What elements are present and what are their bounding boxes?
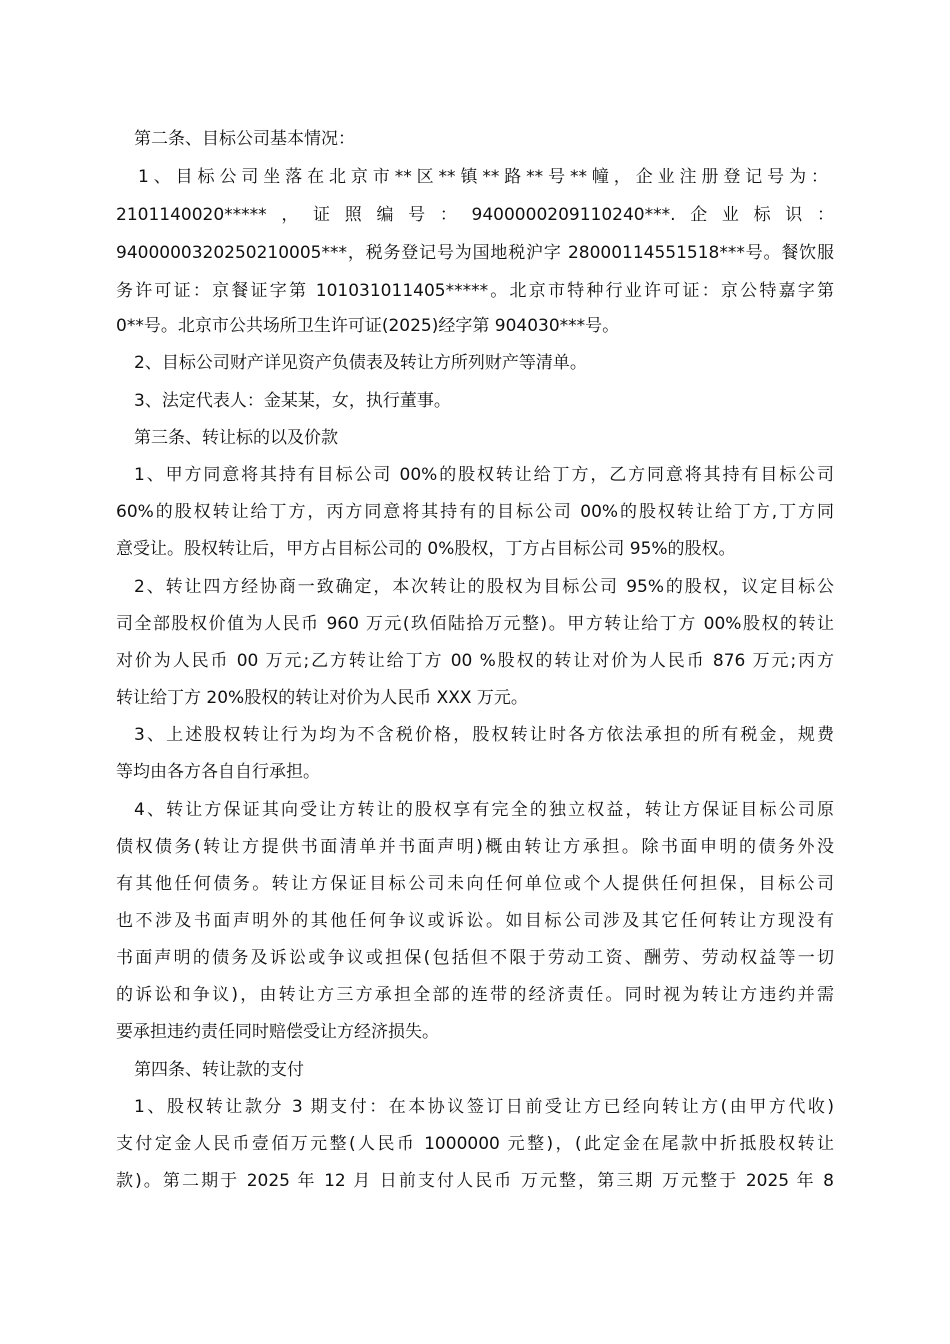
- paragraph-line: 书面声明的债务及诉讼或争议或担保(包括但不限于劳动工资、酬劳、劳动权益等一切: [116, 948, 834, 968]
- paragraph-line: 等均由各方各自自行承担。: [116, 762, 320, 782]
- paragraph-line: 意受让。股权转让后，甲方占目标公司的 0%股权，丁方占目标公司 95%的股权。: [116, 539, 736, 559]
- paragraph-line: 要承担违约责任同时赔偿受让方经济损失。: [116, 1022, 439, 1042]
- paragraph-line: 60%的股权转让给丁方，丙方同意将其持有的目标公司 00%的股权转让给丁方,丁方同: [116, 502, 834, 522]
- paragraph-line: 转让给丁方 20%股权的转让对价为人民币 XXX 万元。: [116, 688, 528, 708]
- section-heading: 第二条、目标公司基本情况：: [134, 129, 355, 149]
- paragraph-line: 3、上述股权转让行为均为不含税价格，股权转让时各方依法承担的所有税金，规费: [134, 725, 834, 745]
- paragraph-line: 9400000320250210005***，税务登记号为国地税沪字 28000114551518***号。餐饮服: [116, 243, 834, 263]
- paragraph-line: 债权债务(转让方提供书面清单并书面声明)概由转让方承担。除书面申明的债务外没: [116, 837, 834, 857]
- paragraph-line: 4、转让方保证其向受让方转让的股权享有完全的独立权益，转让方保证目标公司原: [134, 800, 834, 820]
- paragraph-line: 对价为人民币 00 万元;乙方转让给丁方 00 %股权的转让对价为人民币 876 万元;丙方: [116, 651, 834, 671]
- paragraph-line: 的诉讼和争议)，由转让方三方承担全部的连带的经济责任。同时视为转让方违约并需: [116, 985, 834, 1005]
- paragraph-line: 司全部股权价值为人民币 960 万元(玖佰陆拾万元整)。甲方转让给丁方 00%股权的转让: [116, 614, 834, 634]
- paragraph-line: 2、目标公司财产详见资产负债表及转让方所列财产等清单。: [134, 353, 587, 373]
- paragraph-line: 0**号。北京市公共场所卫生许可证(2025)经字第 904030***号。: [116, 316, 620, 336]
- paragraph-line: 支付定金人民币壹佰万元整(人民币 1000000 元整)，(此定金在尾款中折抵股权转让: [116, 1134, 834, 1154]
- paragraph-line: 有其他任何债务。转让方保证目标公司未向任何单位或个人提供任何担保，目标公司: [116, 874, 834, 894]
- paragraph-line: 3、法定代表人：金某某，女，执行董事。: [134, 391, 451, 411]
- paragraph-line: 1、目标公司坐落在北京市**区**镇**路**号**幢，企业注册登记号为：: [138, 167, 828, 187]
- paragraph-line: 款)。第二期于 2025 年 12 月 日前支付人民币 万元整，第三期 万元整于 2025 年 8: [116, 1171, 834, 1191]
- paragraph-line: 也不涉及书面声明外的其他任何争议或诉讼。如目标公司涉及其它任何转让方现没有: [116, 911, 834, 931]
- paragraph-line: 2、转让四方经协商一致确定，本次转让的股权为目标公司 95%的股权，议定目标公: [134, 577, 834, 597]
- paragraph-line: 务许可证：京餐证字第 101031011405*****。北京市特种行业许可证：京公特嘉字第: [116, 281, 834, 301]
- paragraph-line: 1、甲方同意将其持有目标公司 00%的股权转让给丁方，乙方同意将其持有目标公司: [134, 465, 834, 485]
- paragraph-line: 2101140020*****，证照编号：9400000209110240***.企业标识：: [116, 205, 834, 225]
- paragraph-line: 1、股权转让款分 3 期支付：在本协议签订日前受让方已经向转让方(由甲方代收): [134, 1097, 834, 1117]
- section-heading: 第四条、转让款的支付: [134, 1060, 304, 1080]
- section-heading: 第三条、转让标的以及价款: [134, 428, 338, 448]
